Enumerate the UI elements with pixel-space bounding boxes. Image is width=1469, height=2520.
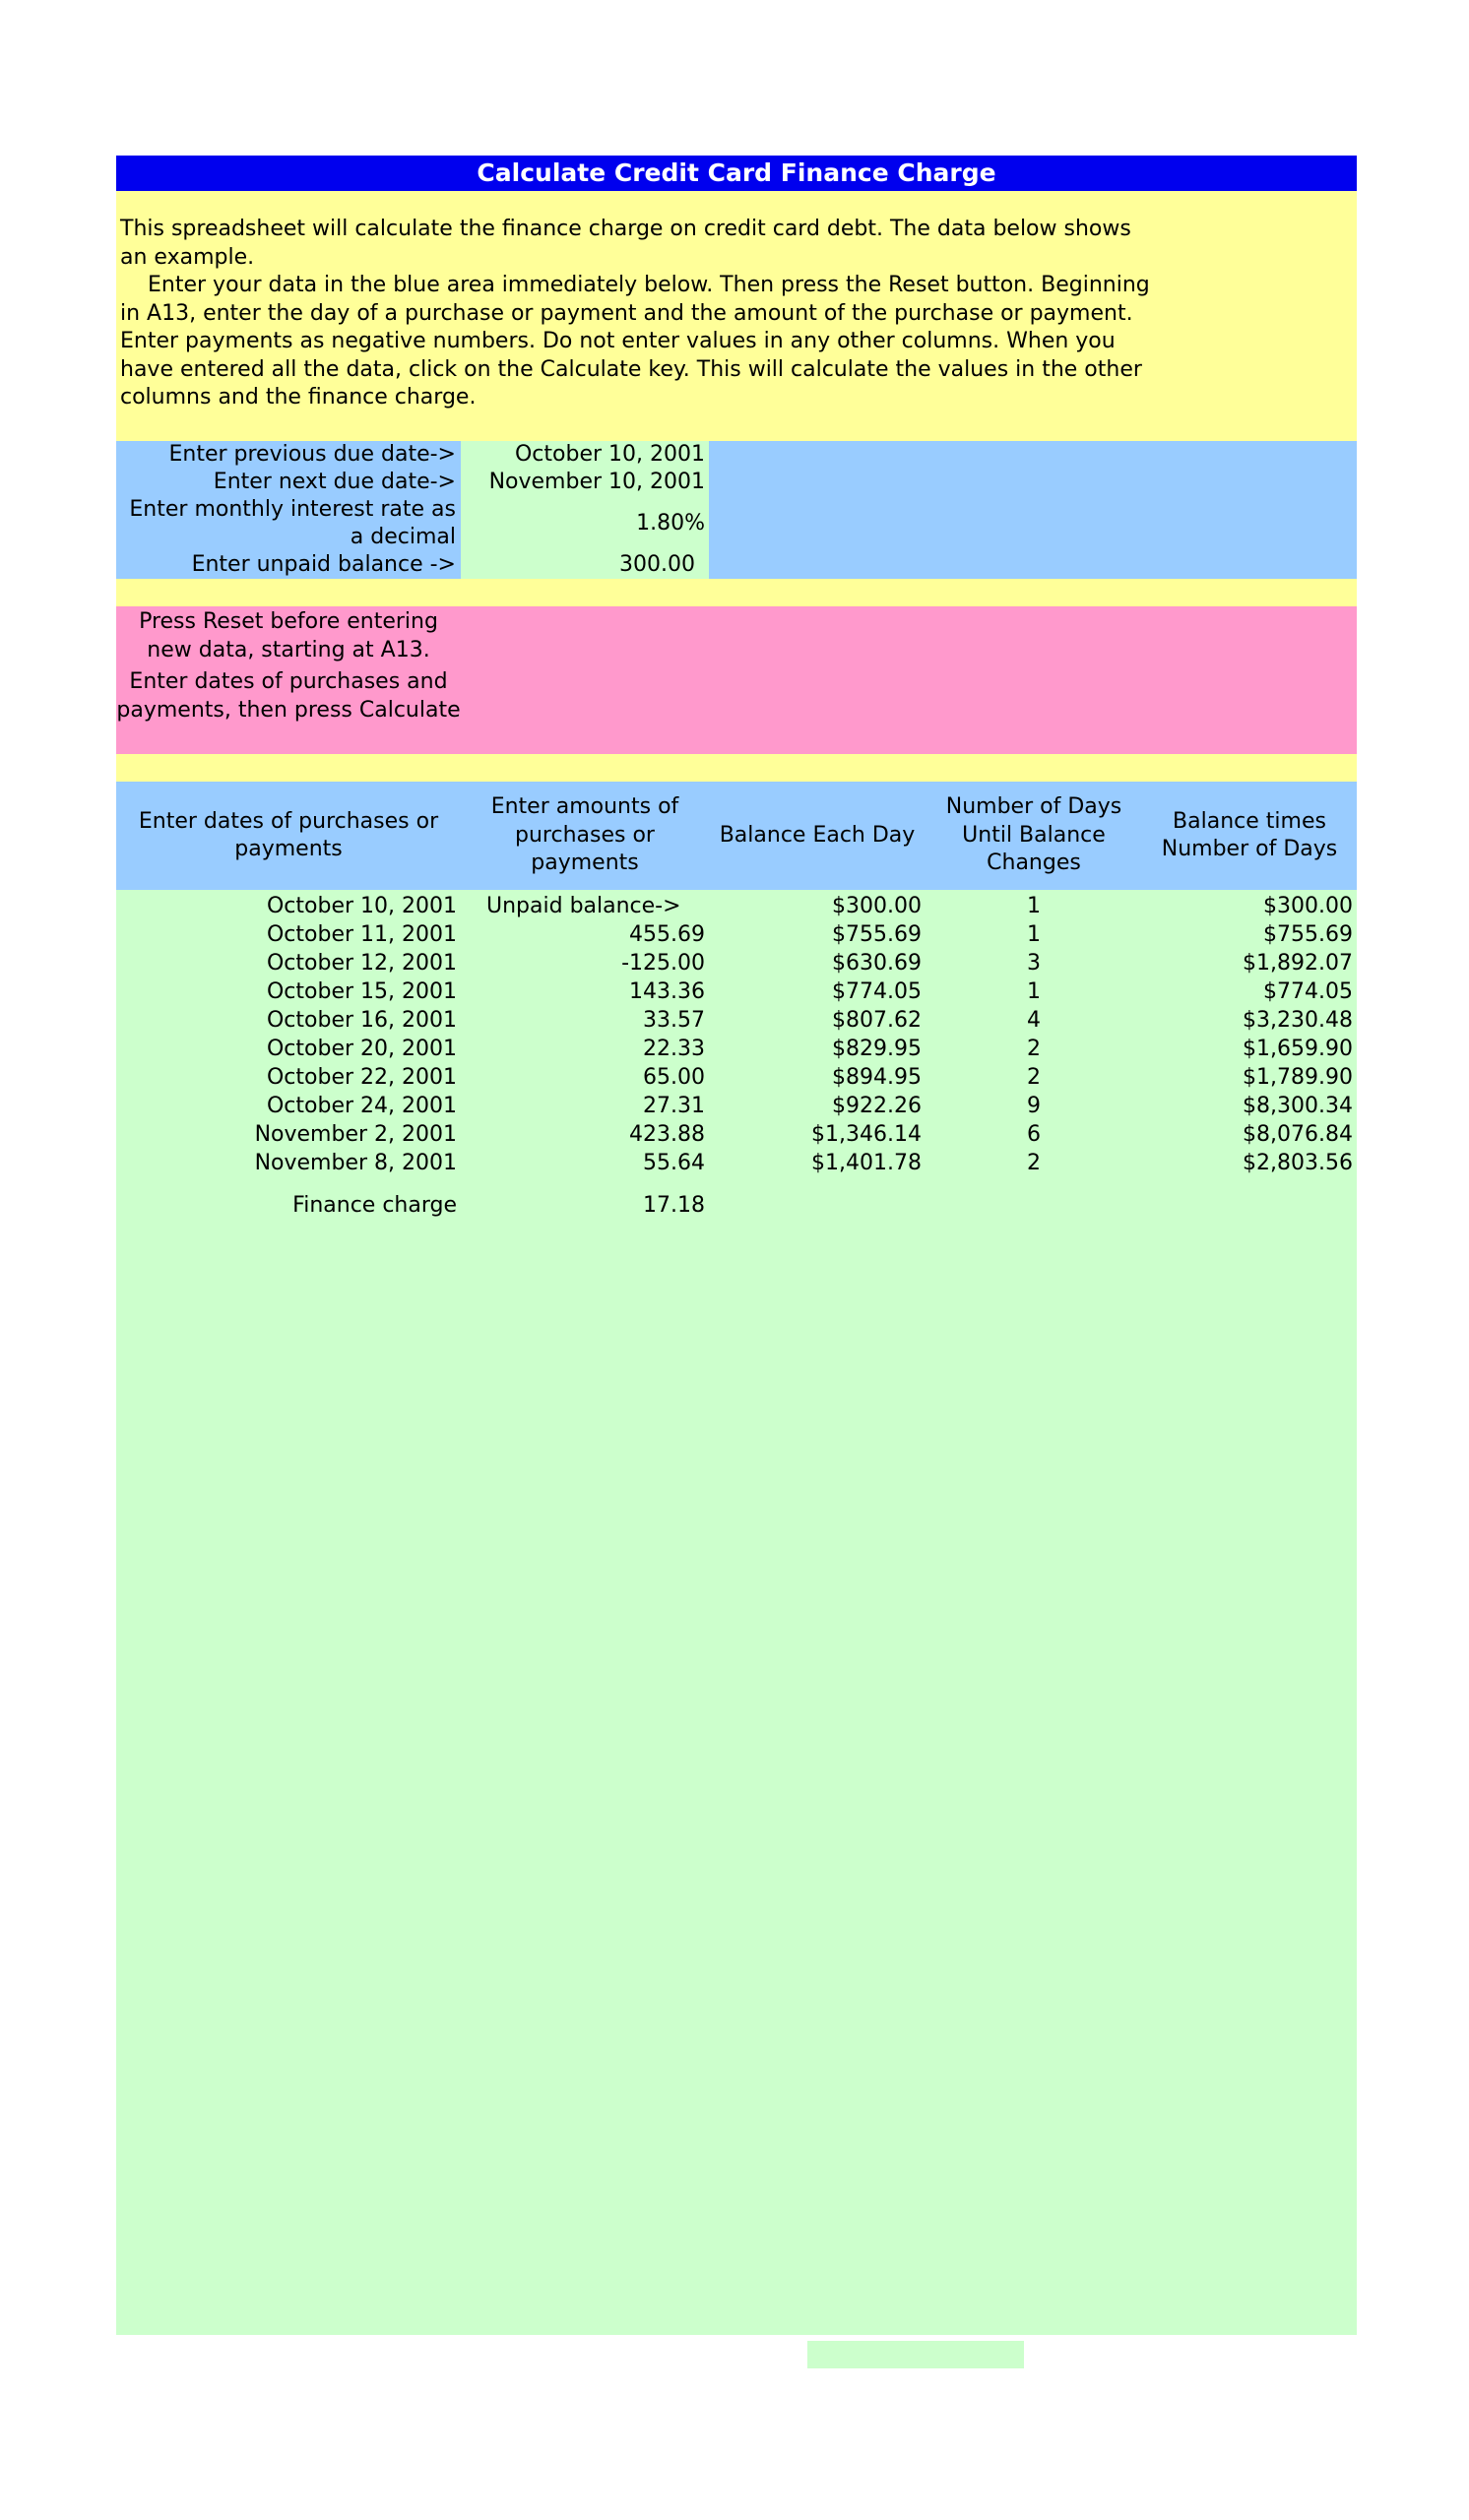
date-cell[interactable]: October 24, 2001 (266, 1094, 457, 1118)
balance-cell: $300.00 (832, 894, 922, 918)
data-area (116, 890, 1357, 2335)
product-cell: $1,892.07 (1243, 951, 1353, 976)
table-row (116, 1120, 1357, 1149)
days-cell: 6 (1027, 1122, 1041, 1147)
amount-cell[interactable]: Unpaid balance-> (486, 894, 681, 918)
date-cell[interactable]: October 16, 2001 (266, 1008, 457, 1033)
interest-rate-label: Enter monthly interest rate as a decimal (129, 497, 456, 549)
transactions-table (116, 892, 1357, 1177)
header-days: Number of Days Until Balance Changes (945, 794, 1122, 876)
product-cell: $8,076.84 (1243, 1122, 1353, 1147)
amount-cell[interactable]: 423.88 (629, 1122, 705, 1147)
days-cell: 2 (1027, 1065, 1041, 1090)
instructions-steps: Enter your data in the blue area immediately below. Then press the Reset button. Beginning in A13, enter the day of a purchase or payment and the amount of the purchase or payment. Enter payments as negative numbers. Do not enter values in any other columns. When you have entered all the data, click on the Calculate key. This will calculate the values in the other columns and the finance charge. (120, 273, 1150, 410)
table-row (116, 920, 1357, 949)
date-cell[interactable]: October 10, 2001 (266, 894, 457, 918)
date-cell[interactable]: October 11, 2001 (266, 922, 457, 947)
product-cell: $774.05 (1263, 979, 1353, 1004)
amount-cell[interactable]: 22.33 (643, 1037, 705, 1061)
extra-cell (807, 2341, 1024, 2368)
notes-panel (116, 606, 1357, 754)
header-amounts: Enter amounts of purchases or payments (490, 794, 679, 876)
balance-cell: $755.69 (832, 922, 922, 947)
date-cell[interactable]: November 2, 2001 (254, 1122, 457, 1147)
days-cell: 2 (1027, 1037, 1041, 1061)
balance-cell: $630.69 (832, 951, 922, 976)
date-cell[interactable]: November 8, 2001 (254, 1151, 457, 1175)
input-area (116, 441, 1357, 579)
header-balance: Balance Each Day (719, 822, 916, 848)
date-cell[interactable]: October 22, 2001 (266, 1065, 457, 1090)
amount-cell[interactable]: 27.31 (643, 1094, 705, 1118)
days-cell: 2 (1027, 1151, 1041, 1175)
days-cell: 3 (1027, 951, 1041, 976)
prev-due-label: Enter previous due date-> (168, 442, 456, 467)
table-row (116, 1006, 1357, 1035)
days-cell: 1 (1027, 894, 1041, 918)
instructions-intro: This spreadsheet will calculate the finance charge on credit card debt. The data below shows an example. (120, 217, 1131, 270)
instructions-panel (116, 191, 1357, 441)
unpaid-balance-label: Enter unpaid balance -> (191, 552, 456, 577)
table-row (116, 892, 1357, 920)
header-balance-times-days: Balance times Number of Days (1161, 808, 1338, 861)
table-row (116, 1063, 1357, 1092)
next-due-label: Enter next due date-> (213, 470, 456, 494)
prev-due-input[interactable]: October 10, 2001 (461, 441, 709, 469)
amount-cell[interactable]: 143.36 (629, 979, 705, 1004)
balance-cell: $774.05 (832, 979, 922, 1004)
amount-cell[interactable]: 33.57 (643, 1008, 705, 1033)
product-cell: $755.69 (1263, 922, 1353, 947)
table-header (116, 782, 1357, 890)
balance-cell: $894.95 (832, 1065, 922, 1090)
next-due-input[interactable]: November 10, 2001 (461, 469, 709, 496)
product-cell: $3,230.48 (1243, 1008, 1353, 1033)
product-cell: $8,300.34 (1243, 1094, 1353, 1118)
table-row (116, 1035, 1357, 1063)
balance-cell: $1,401.78 (811, 1151, 922, 1175)
date-cell[interactable]: October 15, 2001 (266, 979, 457, 1004)
header-dates: Enter dates of purchases or payments (138, 808, 439, 861)
reset-note: Press Reset before entering new data, starting at A13. (139, 609, 438, 662)
days-cell: 4 (1027, 1008, 1041, 1033)
days-cell: 1 (1027, 922, 1041, 947)
sheet-title: Calculate Credit Card Finance Charge (116, 156, 1357, 191)
balance-cell: $829.95 (832, 1037, 922, 1061)
product-cell: $2,803.56 (1243, 1151, 1353, 1175)
unpaid-balance-input[interactable]: 300.00 (461, 551, 709, 579)
amount-cell[interactable]: 65.00 (643, 1065, 705, 1090)
amount-cell[interactable]: 55.64 (643, 1151, 705, 1175)
days-cell: 9 (1027, 1094, 1041, 1118)
finance-charge-label: Finance charge (292, 1193, 457, 1218)
calculate-note: Enter dates of purchases and payments, then press Calculate (116, 669, 461, 723)
finance-charge-value: 17.18 (643, 1193, 705, 1218)
spreadsheet (116, 156, 1357, 2335)
table-row (116, 977, 1357, 1006)
balance-cell: $922.26 (832, 1094, 922, 1118)
days-cell: 1 (1027, 979, 1041, 1004)
product-cell: $1,789.90 (1243, 1065, 1353, 1090)
product-cell: $300.00 (1263, 894, 1353, 918)
table-row (116, 1149, 1357, 1177)
amount-cell[interactable]: -125.00 (621, 951, 705, 976)
balance-cell: $807.62 (832, 1008, 922, 1033)
date-cell[interactable]: October 12, 2001 (266, 951, 457, 976)
date-cell[interactable]: October 20, 2001 (266, 1037, 457, 1061)
spacer-band (116, 754, 1357, 782)
balance-cell: $1,346.14 (811, 1122, 922, 1147)
amount-cell[interactable]: 455.69 (629, 922, 705, 947)
interest-rate-input[interactable]: 1.80% (461, 496, 709, 551)
product-cell: $1,659.90 (1243, 1037, 1353, 1061)
spacer-band (116, 579, 1357, 606)
table-row (116, 949, 1357, 977)
table-row (116, 1092, 1357, 1120)
